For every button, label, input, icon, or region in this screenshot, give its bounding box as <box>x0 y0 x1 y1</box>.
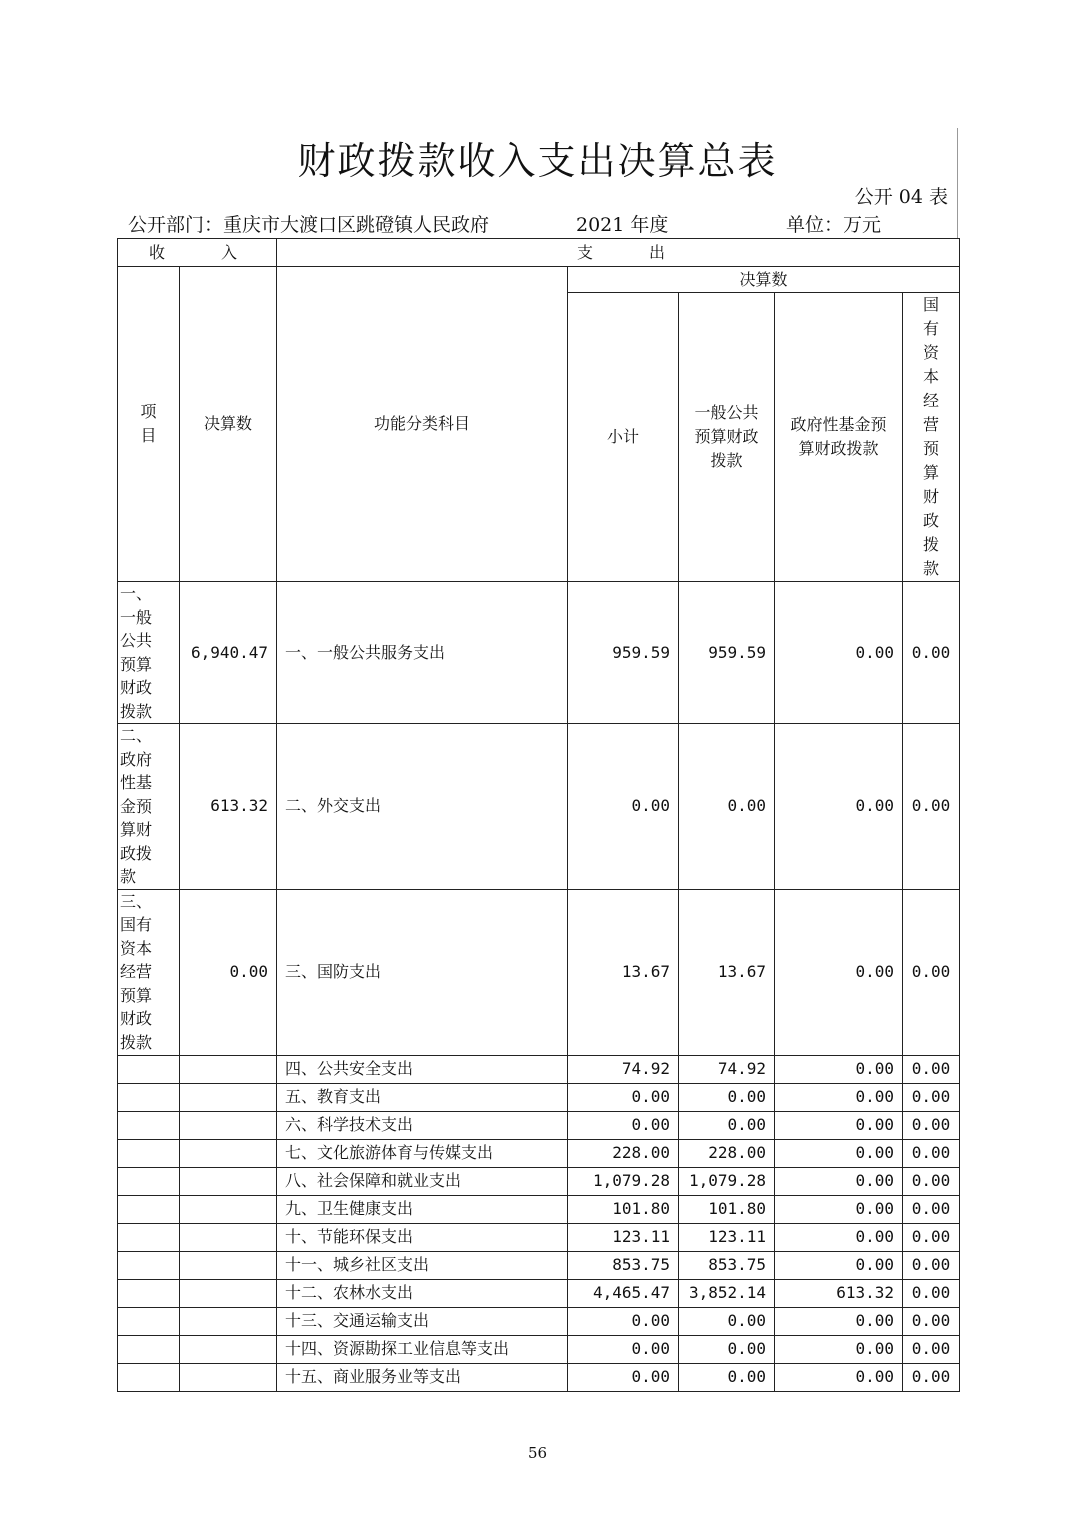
income-item-cell: 三、国有资本经营预算财政拨款 <box>118 889 180 1055</box>
general-budget-cell: 0.00 <box>679 1363 775 1391</box>
table-row <box>118 1279 960 1307</box>
income-amount-cell <box>180 1335 277 1363</box>
gov-fund-cell: 613.32 <box>775 1279 903 1307</box>
gov-fund-cell: 0.00 <box>775 1335 903 1363</box>
gov-fund-cell: 0.00 <box>775 582 903 724</box>
gov-fund-header: 政府性基金预算财政拨款 <box>775 293 903 582</box>
table-row <box>118 1223 960 1251</box>
state-capital-cell: 0.00 <box>903 1335 960 1363</box>
subtotal-cell: 228.00 <box>568 1139 679 1167</box>
table-row <box>118 1167 960 1195</box>
table-row <box>118 1307 960 1335</box>
income-item-cell <box>118 1167 180 1195</box>
income-amount-cell <box>180 1055 277 1083</box>
subtotal-header: 小计 <box>568 293 679 582</box>
subtotal-cell: 4,465.47 <box>568 1279 679 1307</box>
state-capital-cell: 0.00 <box>903 1363 960 1391</box>
income-item-cell <box>118 1335 180 1363</box>
income-item-cell: 二、政府性基金预算财政拨款 <box>118 724 180 890</box>
income-item-cell <box>118 1223 180 1251</box>
income-item-cell <box>118 1363 180 1391</box>
budget-table <box>117 238 960 1392</box>
expense-name-cell: 五、教育支出 <box>277 1083 568 1111</box>
income-amount-cell <box>180 1279 277 1307</box>
general-budget-cell: 0.00 <box>679 724 775 890</box>
state-capital-cell: 0.00 <box>903 1055 960 1083</box>
subtotal-cell: 0.00 <box>568 1335 679 1363</box>
general-budget-cell: 853.75 <box>679 1251 775 1279</box>
income-amount-cell <box>180 1223 277 1251</box>
gov-fund-cell: 0.00 <box>775 889 903 1055</box>
subtotal-cell: 0.00 <box>568 724 679 890</box>
department-label: 公开部门：重庆市大渡口区跳磴镇人民政府 <box>128 214 490 236</box>
subtotal-cell: 0.00 <box>568 1363 679 1391</box>
income-amount-header: 决算数 <box>180 267 277 582</box>
gov-fund-cell: 0.00 <box>775 1055 903 1083</box>
general-budget-cell: 123.11 <box>679 1223 775 1251</box>
subtotal-cell: 959.59 <box>568 582 679 724</box>
expense-name-cell: 一、一般公共服务支出 <box>277 582 568 724</box>
state-capital-cell: 0.00 <box>903 582 960 724</box>
state-capital-cell: 0.00 <box>903 1111 960 1139</box>
state-capital-cell: 0.00 <box>903 1195 960 1223</box>
table-row <box>118 1139 960 1167</box>
income-item-cell <box>118 1055 180 1083</box>
income-header: 收 入 <box>118 239 277 267</box>
table-row <box>118 1363 960 1391</box>
subtotal-cell: 13.67 <box>568 889 679 1055</box>
general-budget-header: 一般公共预算财政拨款 <box>679 293 775 582</box>
state-capital-cell: 0.00 <box>903 1223 960 1251</box>
subtotal-cell: 1,079.28 <box>568 1167 679 1195</box>
table-row <box>118 1335 960 1363</box>
table-row <box>118 724 960 890</box>
general-budget-cell: 0.00 <box>679 1111 775 1139</box>
general-budget-cell: 3,852.14 <box>679 1279 775 1307</box>
page-title: 财政拨款收入支出决算总表 <box>297 139 778 183</box>
subtotal-cell: 123.11 <box>568 1223 679 1251</box>
header-row-1 <box>118 239 960 267</box>
income-amount-cell <box>180 1307 277 1335</box>
income-item-cell <box>118 1251 180 1279</box>
expense-name-cell: 十五、商业服务业等支出 <box>277 1363 568 1391</box>
general-budget-cell: 959.59 <box>679 582 775 724</box>
gov-fund-cell: 0.00 <box>775 1083 903 1111</box>
income-amount-cell <box>180 1363 277 1391</box>
function-category-header: 功能分类科目 <box>277 267 568 582</box>
income-item-cell <box>118 1307 180 1335</box>
state-capital-cell: 0.00 <box>903 1307 960 1335</box>
table-row <box>118 1055 960 1083</box>
table-row <box>118 889 960 1055</box>
subtotal-cell: 101.80 <box>568 1195 679 1223</box>
expense-header: 支 出 <box>277 239 960 267</box>
subtotal-cell: 0.00 <box>568 1307 679 1335</box>
general-budget-cell: 228.00 <box>679 1139 775 1167</box>
gov-fund-cell: 0.00 <box>775 1363 903 1391</box>
gov-fund-cell: 0.00 <box>775 1307 903 1335</box>
expense-name-cell: 十四、资源勘探工业信息等支出 <box>277 1335 568 1363</box>
income-item-cell: 一、一般公共预算财政拨款 <box>118 582 180 724</box>
state-capital-cell: 0.00 <box>903 1167 960 1195</box>
state-capital-header: 国有资本经营预算财政拨款 <box>903 293 960 582</box>
expense-name-cell: 十三、交通运输支出 <box>277 1307 568 1335</box>
subtotal-cell: 74.92 <box>568 1055 679 1083</box>
expense-name-cell: 十、节能环保支出 <box>277 1223 568 1251</box>
gov-fund-cell: 0.00 <box>775 1167 903 1195</box>
settlement-group-header: 决算数 <box>568 267 960 293</box>
subtotal-cell: 0.00 <box>568 1111 679 1139</box>
income-amount-cell: 6,940.47 <box>180 582 277 724</box>
income-amount-cell: 613.32 <box>180 724 277 890</box>
state-capital-cell: 0.00 <box>903 1083 960 1111</box>
subtotal-cell: 0.00 <box>568 1083 679 1111</box>
state-capital-cell: 0.00 <box>903 724 960 890</box>
expense-name-cell: 六、科学技术支出 <box>277 1111 568 1139</box>
income-amount-cell <box>180 1139 277 1167</box>
unit-label: 单位：万元 <box>786 214 882 236</box>
income-amount-cell <box>180 1251 277 1279</box>
gov-fund-cell: 0.00 <box>775 1111 903 1139</box>
income-item-cell <box>118 1195 180 1223</box>
expense-name-cell: 四、公共安全支出 <box>277 1055 568 1083</box>
state-capital-cell: 0.00 <box>903 1279 960 1307</box>
general-budget-cell: 13.67 <box>679 889 775 1055</box>
general-budget-cell: 0.00 <box>679 1307 775 1335</box>
income-amount-cell: 0.00 <box>180 889 277 1055</box>
expense-name-cell: 二、外交支出 <box>277 724 568 890</box>
general-budget-cell: 0.00 <box>679 1335 775 1363</box>
income-amount-cell <box>180 1083 277 1111</box>
item-header: 项目 <box>118 267 180 582</box>
expense-name-cell: 八、社会保障和就业支出 <box>277 1167 568 1195</box>
expense-name-cell: 七、文化旅游体育与传媒支出 <box>277 1139 568 1167</box>
gov-fund-cell: 0.00 <box>775 1251 903 1279</box>
income-item-cell <box>118 1279 180 1307</box>
general-budget-cell: 74.92 <box>679 1055 775 1083</box>
gov-fund-cell: 0.00 <box>775 724 903 890</box>
income-item-cell <box>118 1111 180 1139</box>
gov-fund-cell: 0.00 <box>775 1223 903 1251</box>
income-amount-cell <box>180 1167 277 1195</box>
general-budget-cell: 0.00 <box>679 1083 775 1111</box>
state-capital-cell: 0.00 <box>903 1251 960 1279</box>
expense-name-cell: 三、国防支出 <box>277 889 568 1055</box>
income-item-cell <box>118 1083 180 1111</box>
general-budget-cell: 101.80 <box>679 1195 775 1223</box>
general-budget-cell: 1,079.28 <box>679 1167 775 1195</box>
table-row <box>118 1083 960 1111</box>
table-row <box>118 1251 960 1279</box>
header-row-2 <box>118 267 960 293</box>
fiscal-year-label: 2021 年度 <box>576 214 669 236</box>
expense-name-cell: 十二、农林水支出 <box>277 1279 568 1307</box>
income-amount-cell <box>180 1195 277 1223</box>
expense-name-cell: 九、卫生健康支出 <box>277 1195 568 1223</box>
subtotal-cell: 853.75 <box>568 1251 679 1279</box>
state-capital-cell: 0.00 <box>903 889 960 1055</box>
income-amount-cell <box>180 1111 277 1139</box>
table-row <box>118 1111 960 1139</box>
income-item-cell <box>118 1139 180 1167</box>
page-number: 56 <box>527 1444 548 1462</box>
table-row <box>118 582 960 724</box>
expense-name-cell: 十一、城乡社区支出 <box>277 1251 568 1279</box>
gov-fund-cell: 0.00 <box>775 1195 903 1223</box>
gov-fund-cell: 0.00 <box>775 1139 903 1167</box>
form-number: 公开 04 表 <box>854 186 948 208</box>
table-row <box>118 1195 960 1223</box>
state-capital-cell: 0.00 <box>903 1139 960 1167</box>
